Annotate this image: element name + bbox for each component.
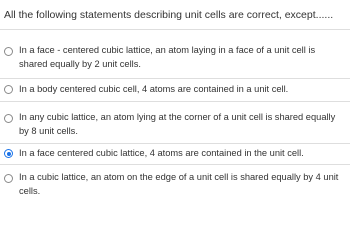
radio-button-5[interactable] [4, 174, 13, 183]
radio-button-2[interactable] [4, 85, 13, 94]
option-divider [0, 101, 350, 102]
radio-button-4-selected[interactable] [4, 149, 13, 158]
answer-option-2-label: In a body centered cubic cell, 4 atoms are contained in a unit cell. [19, 84, 289, 94]
answer-option-2[interactable] [0, 81, 350, 97]
answer-option-1[interactable] [0, 41, 350, 73]
question-text: All the following statements describing unit cells are correct, except...... [4, 9, 334, 21]
radio-button-1[interactable] [4, 47, 13, 56]
answer-option-3-label: In any cubic lattice, an atom lying at the corner of a unit cell is shared equally by 8 unit cells. [19, 112, 336, 136]
option-divider [0, 143, 350, 144]
option-divider [0, 164, 350, 165]
answer-option-3[interactable] [0, 108, 350, 140]
answer-option-5[interactable] [0, 168, 350, 200]
radio-button-3[interactable] [4, 114, 13, 123]
answer-option-1-label: In a face - centered cubic lattice, an atom laying in a face of a unit cell is shared equally by 2 unit cells. [19, 45, 316, 69]
answer-option-4[interactable] [0, 145, 350, 162]
question-divider [0, 29, 350, 30]
option-divider [0, 78, 350, 79]
answer-option-5-label: In a cubic lattice, an atom on the edge of a unit cell is shared equally by 4 unit cells. [19, 172, 339, 196]
answer-option-4-label: In a face centered cubic lattice, 4 atoms are contained in the unit cell. [19, 148, 304, 158]
